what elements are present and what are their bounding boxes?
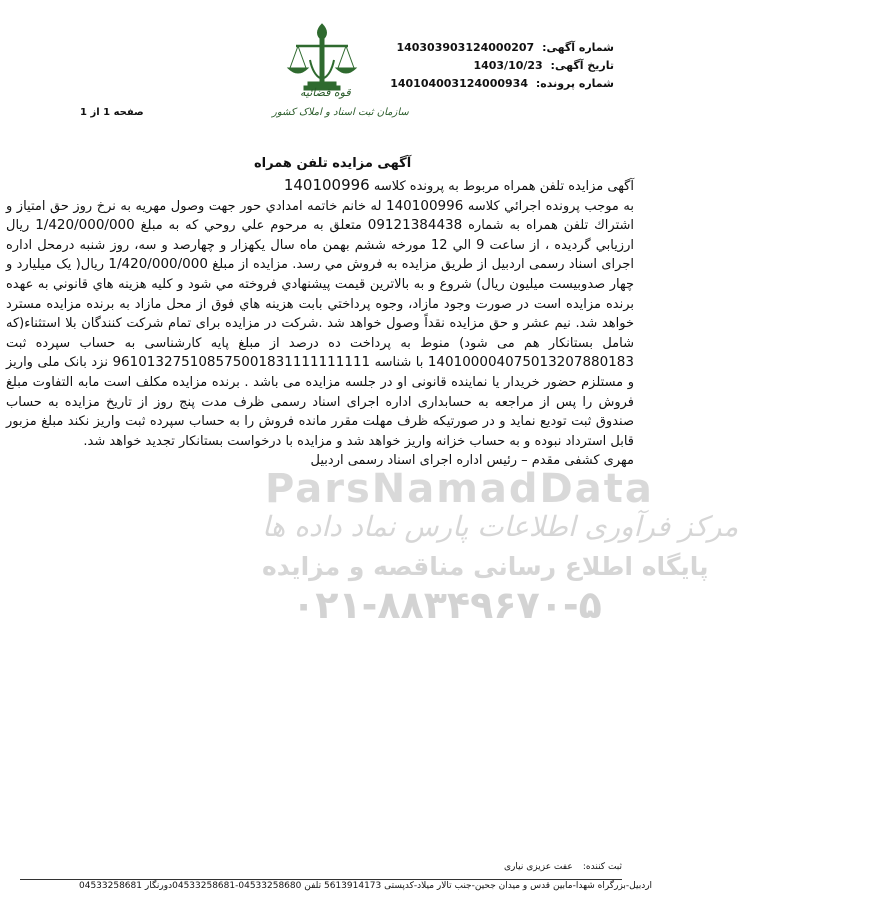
registrar-label: ثبت كننده: bbox=[582, 862, 622, 872]
ad-date-label: تاریخ آگهی: bbox=[550, 59, 614, 72]
paragraph-number: 1/420/000/000 bbox=[108, 256, 208, 273]
emblem-caption-judiciary: قوه قضائیه bbox=[300, 86, 351, 99]
paragraph-text: با شناسه bbox=[370, 355, 428, 371]
ad-date-row bbox=[390, 57, 614, 75]
page-title: آگهی مزایده تلفن همراه bbox=[254, 156, 412, 171]
lead-line bbox=[6, 176, 634, 197]
paragraph-text: ريال ارزيابي گرديده ، از ساعت 9 الي 12 مورخه ششم بهمن ماه سال يكهزار و چهارصد و سه، روز شنبه درمحل اداره اجرای اسناد رسمی اردبیل از طریق مزایده به فروش مي رسد. مزايده از مبلغ bbox=[6, 218, 634, 273]
ad-number: 140303903124000207 bbox=[396, 41, 535, 54]
ad-number-row bbox=[390, 39, 614, 57]
paragraph-text: متعلق به مرحوم علي روحي كه به مبلغ bbox=[134, 218, 368, 234]
case-number: 140104003124000934 bbox=[390, 77, 528, 90]
paragraph-number: 961013275108575001831111111111 bbox=[112, 354, 371, 371]
watermark-brand: ParsNamadData bbox=[265, 466, 654, 512]
ad-metadata bbox=[390, 39, 614, 93]
lead-text: آگهی مزایده تلفن همراه مربوط به پرونده کلاسه bbox=[373, 179, 634, 194]
emblem-caption-organization: سازمان ثبت اسناد و املاک کشور bbox=[272, 107, 409, 118]
paragraph-text: ريال( يک ميليارد و چهار صدوبيست ميليون ريال) شروع و به بالاترين قيمت پيشنهادي فروخته مي شود و كليه هزينه هاي قانوني به عهده برنده مزايده است در صورت وجود مازاد، وجوه پرداختي بابت هزينه هاي فوق از محل مازاد به برنده مزايده مسترد خواهد شد. نيم عشر و حق مزايده نقداً وصول خواهد شد .شرکت در مزايده برای تمام شرکت کنندگان بلا استثناء(که شامل بستانکار هم می شود) منوط به پرداخت ده درصد از مبلغ پايه کارشناسی به حساب سپرده ثبت bbox=[6, 257, 634, 351]
case-number-row bbox=[390, 75, 614, 93]
case-number-label: شماره پرونده: bbox=[535, 77, 614, 90]
paragraph-text: به موجب پرونده اجرائي كلاسه bbox=[463, 198, 634, 214]
paragraph-text: نزد بانک ملی واريز و مستلزم حضور خريدار يا نماينده قانونی او در جلسه مزايده می باشد . برنده مزایده مکلف است مابه التفاوت مبلغ فروش را پس از مراجعه به حسابداری اداره اجرای اسناد رسمی ظرف مدت پنج روز از تاریخ مزایده به حساب صندوق ثبت توديع نمايد و در صورتيكه ظرف مهلت مقرر مانده فروش را به حساب سپرده ثبت واريز نكند مبلغ مزبور قابل استرداد نبوده و به حساب خزانه واريز خواهد شد و مزايده با درخواست بستانكار تجديد خواهد شد. bbox=[6, 355, 634, 449]
auction-notice-body bbox=[6, 176, 634, 471]
registrar-name: عفت عزيزی نياری bbox=[504, 862, 573, 872]
ad-date: 1403/10/23 bbox=[473, 59, 543, 72]
watermark-phone: ۰۲۱-۸۸۳۴۹۶۷۰-۵ bbox=[292, 583, 602, 627]
paragraph-text: له خانم خاتمه امدادي حور جهت وصول مهريه به نرخ روز حق امتياز و اشتراك تلفن همراه به شماره bbox=[6, 198, 635, 234]
page-number: صفحه 1 از 1 bbox=[80, 107, 144, 118]
watermark-tagline: مرکز فرآوری اطلاعات پارس نماد داده ها bbox=[262, 510, 739, 543]
paragraph-number: 140100004075013207880183 bbox=[427, 354, 634, 371]
paragraph-number: 09121384438 bbox=[367, 217, 463, 234]
paragraph-number: 1/420/000/000 bbox=[35, 217, 135, 234]
signature: مهری كشفی مقدم – رئيس اداره اجرای اسناد رسمی اردبيل bbox=[310, 453, 634, 469]
lead-case-number: 140100996 bbox=[283, 176, 370, 194]
footer-address: اردبیل-بزرگراه شهدا-مابین قدس و میدان جحین-جنب تالار میلاد-کدپستی 5613914173 تلفن 04533258680-04533258681دورنگار 04533258681 bbox=[79, 881, 653, 891]
paragraph-number: 140100996 bbox=[386, 197, 464, 214]
watermark-portal: پایگاه اطلاع رسانی مناقصه و مزایده bbox=[262, 552, 709, 581]
footer-divider bbox=[20, 879, 622, 880]
main-paragraph bbox=[6, 197, 634, 452]
ad-number-label: شماره آگهی: bbox=[542, 41, 614, 54]
